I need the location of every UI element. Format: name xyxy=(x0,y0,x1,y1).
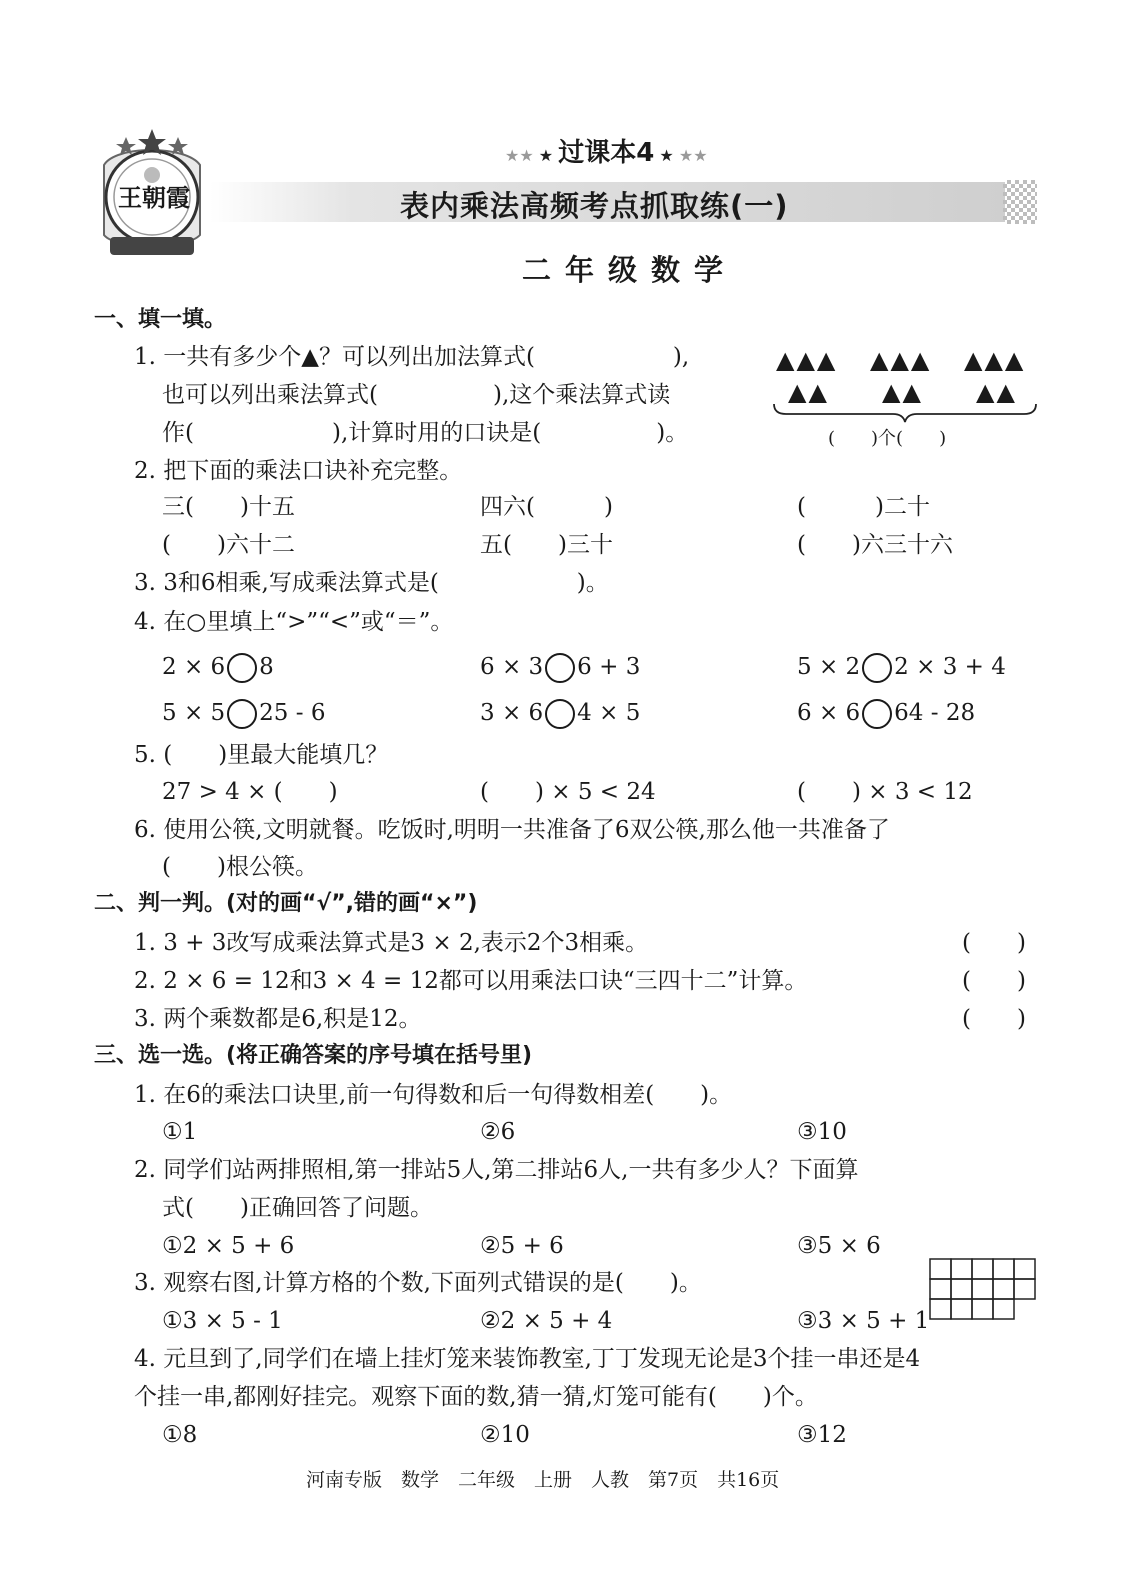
compare-item xyxy=(480,698,640,729)
figure-caption: ( )个( ) xyxy=(828,428,947,449)
compare-circle[interactable] xyxy=(545,699,575,729)
compare-right: 4 × 5 xyxy=(577,700,641,726)
option: ①3 × 5 - 1 xyxy=(162,1308,283,1334)
section-heading: 三、选一选。(将正确答案的序号填在括号里) xyxy=(94,1043,533,1068)
answer-blank[interactable]: ( ) xyxy=(962,968,1026,994)
compare-left: 5 × 5 xyxy=(162,700,226,726)
question-text: 1. 在6的乘法口诀里,前一句得数和后一句得数相差( )。 xyxy=(134,1082,733,1108)
compare-item xyxy=(797,652,1006,683)
fill-item: 四六( ) xyxy=(480,494,613,520)
judge-item: 2. 2 × 6 = 12和3 × 4 = 12都可以用乘法口诀“三四十二”计算。 xyxy=(134,968,808,994)
fill-item: 27 > 4 × ( ) xyxy=(162,779,338,805)
compare-item xyxy=(480,652,640,683)
triangle-group: ▲▲ xyxy=(976,378,1017,406)
star-icon: ★ xyxy=(538,146,554,165)
compare-circle[interactable] xyxy=(227,653,257,683)
compare-left: 2 × 6 xyxy=(162,654,226,680)
triangle-group: ▲▲ xyxy=(882,378,923,406)
compare-item xyxy=(162,652,274,683)
question-text: ( )根公筷。 xyxy=(162,854,318,880)
option: ③5 × 6 xyxy=(797,1233,881,1259)
compare-left: 6 × 6 xyxy=(797,700,861,726)
page-footer: 河南专版 数学 二年级 上册 人教 第7页 共16页 xyxy=(306,1469,780,1491)
option: ①2 × 5 + 6 xyxy=(162,1233,295,1259)
option: ③3 × 5 + 1 xyxy=(797,1308,930,1334)
option: ②10 xyxy=(480,1422,530,1448)
compare-left: 6 × 3 xyxy=(480,654,544,680)
question-text: 式( )正确回答了问题。 xyxy=(162,1195,433,1221)
question-text: 6. 使用公筷,文明就餐。吃饭时,明明一共准备了6双公筷,那么他一共准备了 xyxy=(134,817,890,843)
option: ③12 xyxy=(797,1422,847,1448)
subject-title: 二年级数学 xyxy=(522,253,738,287)
question-text: 3. 3和6相乘,写成乘法算式是( )。 xyxy=(134,570,609,596)
fill-item: 五( )三十 xyxy=(480,532,613,558)
compare-circle[interactable] xyxy=(227,699,257,729)
fill-item: ( ) × 5 < 24 xyxy=(480,779,656,805)
question-text: 也可以列出乘法算式( ),这个乘法算式读 xyxy=(162,382,671,408)
compare-right: 6 + 3 xyxy=(577,654,641,680)
compare-right: 2 × 3 + 4 xyxy=(894,654,1006,680)
answer-blank[interactable]: ( ) xyxy=(962,930,1026,956)
compare-right: 8 xyxy=(259,654,274,680)
fill-item: 三( )十五 xyxy=(162,494,295,520)
question-text: 个挂一串,都刚好挂完。观察下面的数,猜一猜,灯笼可能有( )个。 xyxy=(134,1384,818,1410)
answer-blank[interactable]: ( ) xyxy=(962,1006,1026,1032)
question-text: 作( ),计算时用的口诀是( )。 xyxy=(162,420,689,446)
question-text: 4. 在○里填上“>”“<”或“＝”。 xyxy=(134,609,454,635)
page-title: 表内乘法高频考点抓取练(一) xyxy=(400,189,789,223)
question-text: 1. 一共有多少个▲？可以列出加法算式( ), xyxy=(134,344,690,370)
fill-item: ( )六十二 xyxy=(162,532,295,558)
series-label xyxy=(505,132,708,169)
fill-item: ( )六三十六 xyxy=(797,532,953,558)
title-band-pattern xyxy=(1003,180,1037,224)
compare-circle[interactable] xyxy=(545,653,575,683)
option: ①8 xyxy=(162,1422,198,1448)
compare-circle[interactable] xyxy=(862,653,892,683)
series-label-text: 过课本4 xyxy=(558,138,655,168)
compare-right: 25 - 6 xyxy=(259,700,326,726)
compare-item xyxy=(797,698,975,729)
compare-item xyxy=(162,698,325,729)
judge-item: 1. 3 + 3改写成乘法算式是3 × 2,表示2个3相乘。 xyxy=(134,930,649,956)
option: ②5 + 6 xyxy=(480,1233,564,1259)
section-heading: 二、判一判。(对的画“√”,错的画“×”) xyxy=(94,891,478,916)
question-text: 4. 元旦到了,同学们在墙上挂灯笼来装饰教室,丁丁发现无论是3个挂一串还是4 xyxy=(134,1346,921,1372)
logo-text: 王朝霞 xyxy=(118,183,190,212)
triangle-group: ▲▲▲ xyxy=(870,346,932,374)
question-text: 3. 观察右图,计算方格的个数,下面列式错误的是( )。 xyxy=(134,1270,702,1296)
compare-circle[interactable] xyxy=(862,699,892,729)
judge-item: 3. 两个乘数都是6,积是12。 xyxy=(134,1006,422,1032)
option: ①1 xyxy=(162,1119,198,1145)
fill-item: ( )二十 xyxy=(797,494,930,520)
star-icon: ★★ xyxy=(678,146,708,165)
compare-right: 64 - 28 xyxy=(894,700,976,726)
question-text: 2. 把下面的乘法口诀补充完整。 xyxy=(134,458,463,484)
option: ③10 xyxy=(797,1119,847,1145)
star-icon: ★ xyxy=(659,146,674,165)
option: ②6 xyxy=(480,1119,516,1145)
compare-left: 5 × 2 xyxy=(797,654,861,680)
question-text: 2. 同学们站两排照相,第一排站5人,第二排站6人,一共有多少人？下面算 xyxy=(134,1157,859,1183)
triangle-group: ▲▲▲ xyxy=(776,346,838,374)
square-grid-figure xyxy=(929,1258,1037,1322)
option: ②2 × 5 + 4 xyxy=(480,1308,613,1334)
triangle-group: ▲▲ xyxy=(788,378,829,406)
triangle-group: ▲▲▲ xyxy=(964,346,1026,374)
brace-icon xyxy=(772,402,1038,424)
section-heading: 一、填一填。 xyxy=(94,307,227,332)
question-text: 5. ( )里最大能填几？ xyxy=(134,742,389,768)
star-icon: ★★ xyxy=(505,146,534,165)
compare-left: 3 × 6 xyxy=(480,700,544,726)
fill-item: ( ) × 3 < 12 xyxy=(797,779,973,805)
